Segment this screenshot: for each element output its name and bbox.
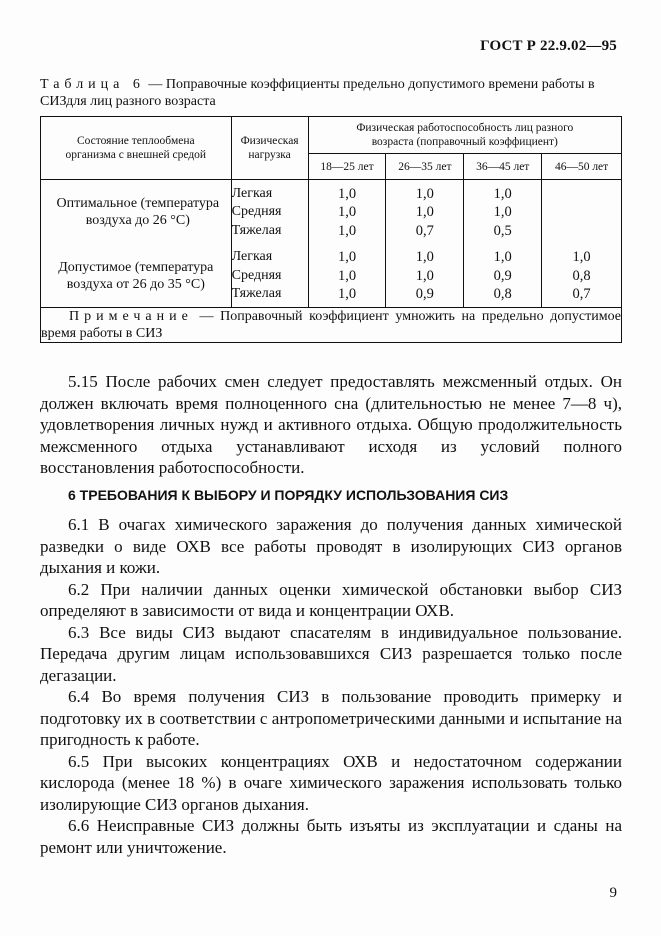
state-optimal: Оптимальное (температура воздуха до 26 °С) <box>41 180 232 245</box>
load-medium: Средняя <box>231 204 282 219</box>
value-cell: 1,0 <box>337 249 357 265</box>
load-light: Легкая <box>231 185 273 201</box>
paragraph-6-3: 6.3 Все виды СИЗ выдают спасателям в индивидуальное пользование. Передача другим лицам использовавшихся СИЗ разрешается только после дегазации. <box>40 622 622 685</box>
coefficients-table <box>40 116 622 343</box>
note-label: Примечание <box>69 309 193 324</box>
value-cell: 1,0 <box>337 204 357 220</box>
paragraph-6-5: 6.5 При высоких концентрациях ОХВ и недостаточном содержании кислорода (менее 18 %) в очаге химического заражения использовать только изолирующие СИЗ органов дыхания. <box>40 751 622 814</box>
value-cell: 0,9 <box>415 286 434 302</box>
table-row <box>41 180 622 245</box>
values-36-45 <box>464 245 542 308</box>
load-list <box>231 180 308 245</box>
doc-number: ГОСТ Р 22.9.02—95 <box>480 38 617 54</box>
value-cell: 1,0 <box>493 185 512 202</box>
table-caption-text: — Поправочные коэффициенты предельно допустимого времени работы в СИЗдля лиц разного возраста <box>40 77 595 109</box>
value-cell: 1,0 <box>415 267 434 284</box>
value-cell: 1,0 <box>337 267 357 284</box>
page-number: 9 <box>609 885 617 901</box>
value-cell: 1,0 <box>493 204 512 220</box>
value-cell: 1,0 <box>493 249 512 265</box>
value-cell: 0,7 <box>415 222 434 239</box>
values-18-25 <box>308 245 386 308</box>
values-46-50 <box>542 180 622 245</box>
state-permissible: Допустимое (температура воздуха от 26 до 35 °С) <box>41 245 232 308</box>
paragraph-6-4: 6.4 Во время получения СИЗ в пользование проводить примерку и подготовку их в соответствии с антропометрическими данными и испытание на пригодность к работе. <box>40 687 622 749</box>
value-cell: 0,9 <box>493 267 512 284</box>
header-age-26-35: 26—35 лет <box>386 154 464 180</box>
paragraph-5-15 <box>40 371 622 479</box>
value-cell: 0,8 <box>493 286 512 302</box>
paragraph: 5.15 После рабочих смен следует предоставлять межсменный отдых. Он должен включать время полноценного сна (длительностью не менее 7—8 ч), удовлетворения личных нужд и активного отдыха. Общую продолжительность межсменного отдыха устанавливают исходя из условий полного восстановления работоспособности. <box>40 372 622 477</box>
section-6-title: 6 ТРЕБОВАНИЯ К ВЫБОРУ И ПОРЯДКУ ИСПОЛЬЗОВАНИЯ СИЗ <box>68 487 509 503</box>
value-cell: 1,0 <box>337 222 357 239</box>
header-age-36-45: 36—45 лет <box>464 154 542 180</box>
value-cell: 1,0 <box>415 185 434 202</box>
values-26-35 <box>386 245 464 308</box>
note-text: — Поправочный коэффициент умножить на предельно допустимое время работы в СИЗ <box>41 309 621 341</box>
table-row <box>41 245 622 308</box>
value-cell: 1,0 <box>337 286 357 302</box>
header-load: Физическая нагрузка <box>231 117 308 180</box>
header-age-18-25: 18—25 лет <box>308 154 386 180</box>
load-list <box>231 245 308 308</box>
table-caption-label: Таблица 6 <box>40 77 145 92</box>
value-cell: 0,5 <box>493 222 512 239</box>
header-age-46-50: 46—50 лет <box>542 154 622 180</box>
section-6-body <box>40 514 622 858</box>
header-state: Состояние теплообмена организма с внешней средой <box>41 117 232 180</box>
value-cell: 1,0 <box>337 185 357 202</box>
value-cell: 1,0 <box>572 249 591 265</box>
load-heavy: Тяжелая <box>231 286 282 301</box>
value-cell: 0,7 <box>572 286 591 302</box>
table-note <box>41 308 622 343</box>
load-heavy: Тяжелая <box>231 222 282 238</box>
table-caption <box>40 76 620 110</box>
value-cell: 1,0 <box>415 204 434 220</box>
load-light: Легкая <box>231 249 273 264</box>
header-capacity: Физическая работоспособность лиц разного возраста (поправочный коэффициент) <box>308 117 621 154</box>
values-18-25 <box>308 180 386 245</box>
values-46-50 <box>542 245 622 308</box>
paragraph-6-2: 6.2 При наличии данных оценки химической обстановки выбор СИЗ определяют в зависимости от вида и концентрации ОХВ. <box>40 579 622 620</box>
load-medium: Средняя <box>231 267 282 283</box>
paragraph-6-6: 6.6 Неисправные СИЗ должны быть изъяты из эксплуатации и сданы на ремонт или уничтожение. <box>40 816 622 857</box>
value-cell: 1,0 <box>415 249 434 265</box>
value-cell: 0,8 <box>572 267 591 284</box>
values-36-45 <box>464 180 542 245</box>
values-26-35 <box>386 180 464 245</box>
paragraph-6-1: 6.1 В очагах химического заражения до получения данных химической разведки о виде ОХВ все работы проводят в изолирующих СИЗ органов дыхания и кожи. <box>40 515 622 577</box>
